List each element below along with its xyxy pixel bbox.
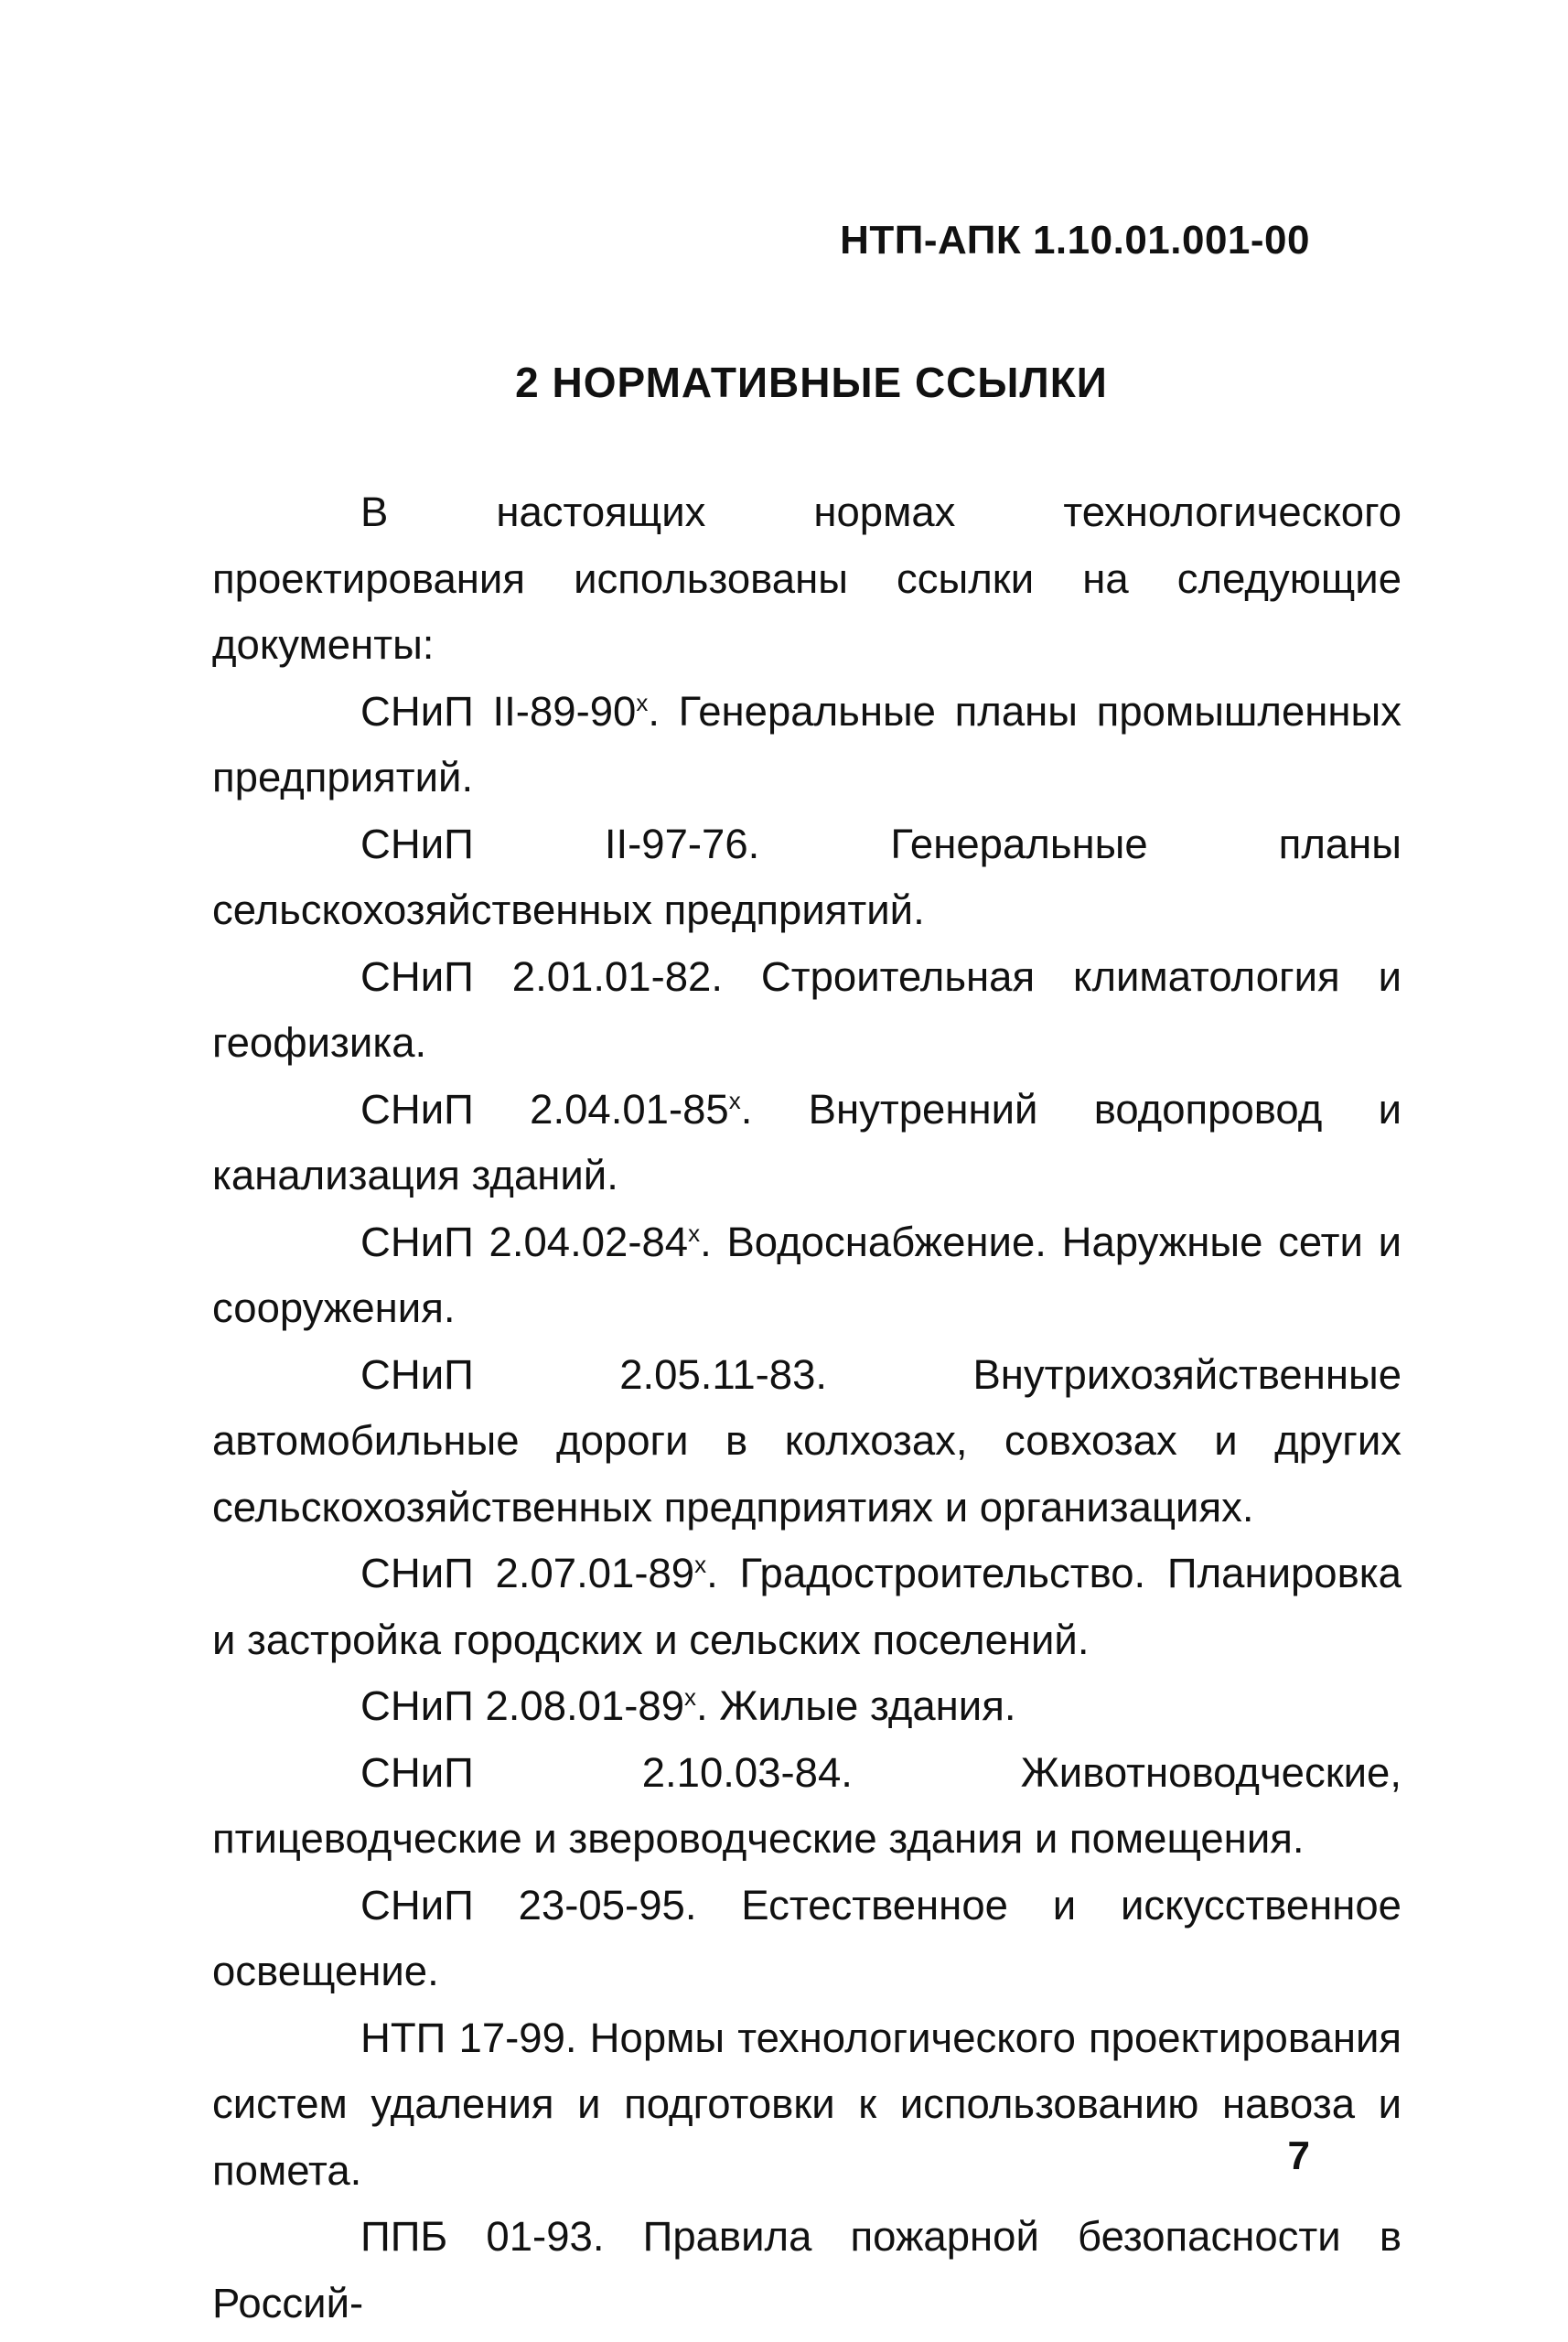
reference-item bbox=[212, 1673, 1402, 1740]
reference-code: СНиП 2.05.11-83 bbox=[360, 1350, 816, 1398]
reference-code: СНиП 2.04.02-84 bbox=[360, 1218, 689, 1265]
reference-item bbox=[212, 1077, 1402, 1209]
reference-text: . Градостроительство. Планировка и застройка городских и сельских поселений. bbox=[212, 1550, 1402, 1663]
reference-text: . Генеральные планы сельскохозяйственных предприятий. bbox=[212, 820, 1402, 933]
reference-code: СНиП 2.07.01-89 bbox=[360, 1550, 695, 1596]
reference-code: СНиП 2.04.01-85 bbox=[360, 1085, 729, 1133]
reference-mark: x bbox=[684, 1682, 697, 1711]
reference-item bbox=[212, 1873, 1402, 2005]
reference-text: . Генеральные планы промышленных предприятий. bbox=[212, 687, 1402, 800]
reference-code: СНиП 2.01.01-82 bbox=[360, 952, 712, 1000]
reference-item bbox=[212, 2204, 1402, 2337]
references-body bbox=[212, 479, 1402, 2337]
reference-code: СНиП 2.08.01-89 bbox=[360, 1682, 685, 1729]
reference-item bbox=[212, 1740, 1402, 1873]
reference-text: . Нормы технологического проектирования систем удаления и подготовки к использованию навоза и помета. bbox=[212, 2014, 1402, 2194]
section-title: 2 НОРМАТИВНЫЕ ССЫЛКИ bbox=[515, 359, 1108, 406]
reference-text: . Внутренний водопровод и канализация зданий. bbox=[212, 1085, 1402, 1198]
reference-text: . Внутрихозяйственные автомобильные дороги в колхозах, совхозах и других сельскохозяйственных предприятиях и организациях. bbox=[212, 1350, 1402, 1531]
reference-text: . Животноводческие, птицеводческие и звероводческие здания и помещения. bbox=[212, 1748, 1402, 1862]
reference-mark: x bbox=[636, 688, 649, 716]
reference-item bbox=[212, 2005, 1402, 2205]
reference-item bbox=[212, 1541, 1402, 1673]
reference-code: СНиП 23-05-95 bbox=[360, 1881, 685, 1928]
reference-text: . Правила пожарной безопасности в Россий- bbox=[212, 2213, 1402, 2326]
reference-text: . Естественное и искусственное освещение. bbox=[212, 1881, 1402, 1994]
reference-text: . Строительная климатология и геофизика. bbox=[212, 952, 1402, 1066]
document-code: НТП-АПК 1.10.01.001-00 bbox=[840, 218, 1310, 263]
reference-mark: x bbox=[728, 1086, 741, 1114]
reference-code: СНиП II-89-90 bbox=[360, 687, 637, 735]
reference-item bbox=[212, 1342, 1402, 1542]
page-number: 7 bbox=[1287, 2133, 1310, 2178]
reference-mark: x bbox=[694, 1550, 707, 1578]
reference-mark: x bbox=[688, 1219, 701, 1247]
reference-code: СНиП II-97-76 bbox=[360, 820, 748, 867]
reference-code: НТП 17-99 bbox=[360, 2014, 565, 2061]
intro-paragraph: В настоящих нормах технологического проектирования использованы ссылки на следующие документы: bbox=[212, 489, 1402, 668]
reference-item bbox=[212, 944, 1402, 1077]
reference-item bbox=[212, 811, 1402, 944]
reference-code: ППБ 01-93 bbox=[360, 2213, 593, 2260]
reference-text: . Водоснабжение. Наружные сети и сооружения. bbox=[212, 1218, 1402, 1331]
reference-code: СНиП 2.10.03-84 bbox=[360, 1748, 842, 1796]
reference-text: . Жилые здания. bbox=[696, 1682, 1016, 1729]
reference-item bbox=[212, 679, 1402, 811]
reference-item bbox=[212, 1209, 1402, 1342]
